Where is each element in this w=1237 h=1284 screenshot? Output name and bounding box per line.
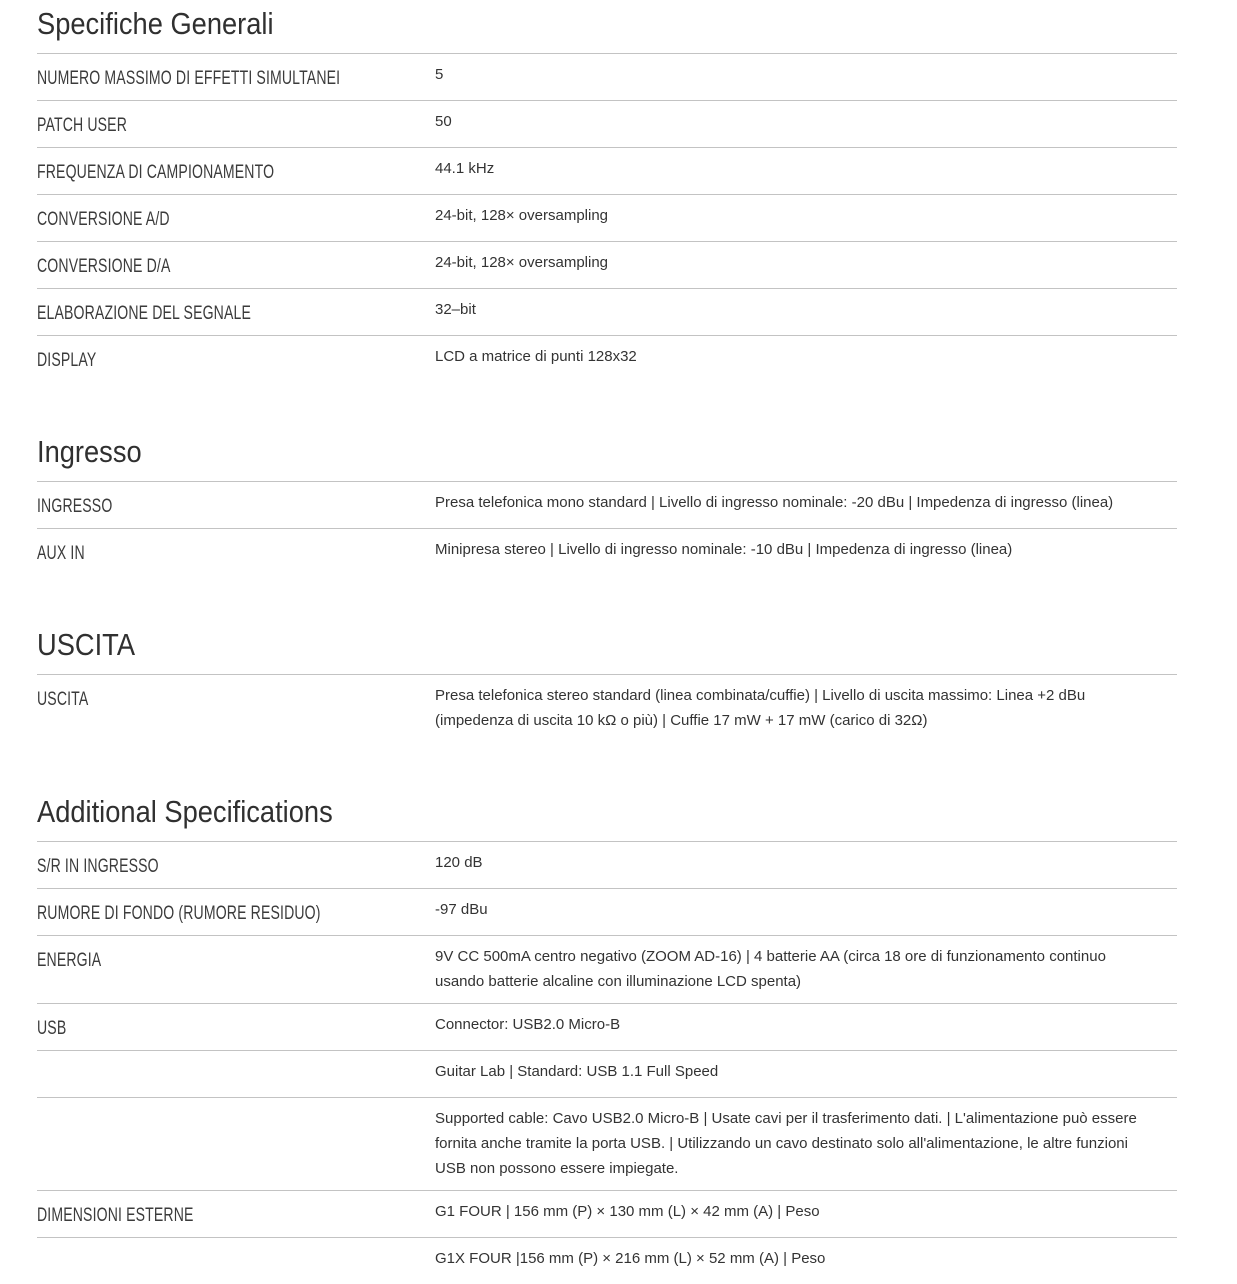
spec-value: 24-bit, 128× oversampling [435,207,609,224]
spec-label [37,156,435,185]
spec-row [37,841,1177,888]
spec-label-text: FREQUENZA DI CAMPIONAMENTO [37,162,275,183]
spec-rows [37,841,1177,1284]
spec-row [37,288,1177,335]
spec-row [37,194,1177,241]
spec-label-text: RUMORE DI FONDO (RUMORE RESIDUO) [37,903,321,924]
spec-value: 24-bit, 128× oversampling [435,254,609,271]
spec-label [37,344,435,373]
spec-page [37,0,1177,1284]
spec-section [37,625,1177,742]
spec-label [37,1246,435,1275]
spec-label-text: NUMERO MASSIMO DI EFFETTI SIMULTANEI [37,68,341,89]
spec-value: Connector: USB2.0 Micro-B [435,1016,621,1033]
spec-rows [37,53,1177,382]
spec-row [37,1097,1177,1190]
spec-label [37,1106,435,1135]
spec-label-text: INGRESSO [37,496,113,517]
spec-row [37,888,1177,935]
spec-value: 5 [435,66,444,83]
spec-label [37,850,435,879]
spec-value: G1X FOUR |156 mm (P) × 216 mm (L) × 52 mm (A) | Peso [435,1250,826,1267]
spec-row [37,674,1177,742]
spec-row [37,1050,1177,1097]
spec-row [37,1003,1177,1050]
section-title [37,625,1177,665]
spec-label-text: CONVERSIONE D/A [37,256,171,277]
spec-value: 32–bit [435,301,476,318]
spec-value: Guitar Lab | Standard: USB 1.1 Full Speed [435,1063,719,1080]
spec-value: Minipresa stereo | Livello di ingresso nominale: -10 dBu | Impedenza di ingresso (linea) [435,541,1013,558]
spec-label-text: AUX IN [37,543,85,564]
spec-label-text: USB [37,1018,67,1039]
spec-label [37,897,435,926]
spec-row [37,935,1177,1003]
spec-section [37,432,1177,575]
spec-label [37,537,435,566]
spec-row [37,147,1177,194]
spec-row [37,1190,1177,1237]
spec-row [37,241,1177,288]
spec-label [37,109,435,138]
spec-label [37,250,435,279]
spec-value: Presa telefonica mono standard | Livello di ingresso nominale: -20 dBu | Impedenza di ingresso (linea) [435,494,1114,511]
section-title-text: Additional Specifications [37,794,333,829]
spec-row [37,481,1177,528]
spec-value: LCD a matrice di punti 128x32 [435,348,637,365]
section-title-text: Specifiche Generali [37,6,274,41]
spec-value: Presa telefonica stereo standard (linea combinata/cuffie) | Livello di uscita massimo: Linea +2 dBu (impedenza di uscita 10 kΩ o più) | Cuffie 17 mW + 17 mW (carico di 32Ω) [435,687,1086,729]
spec-label [37,944,435,973]
spec-label [37,683,435,712]
spec-row [37,100,1177,147]
spec-label [37,1012,435,1041]
spec-label [37,203,435,232]
spec-label [37,62,435,91]
section-title-text: Ingresso [37,434,142,469]
spec-value: 44.1 kHz [435,160,495,177]
spec-section [37,4,1177,382]
spec-label-text: DIMENSIONI ESTERNE [37,1205,194,1226]
spec-value: G1 FOUR | 156 mm (P) × 130 mm (L) × 42 mm (A) | Peso [435,1203,820,1220]
spec-row [37,53,1177,100]
spec-label-text: PATCH USER [37,115,128,136]
spec-label [37,490,435,519]
spec-label-text: ELABORAZIONE DEL SEGNALE [37,303,252,324]
spec-row [37,528,1177,575]
section-title [37,4,1177,44]
spec-label-text: S/R IN INGRESSO [37,856,159,877]
section-title [37,432,1177,472]
spec-rows [37,481,1177,575]
spec-value: 120 dB [435,854,483,871]
section-title [37,792,1177,832]
spec-label-text: USCITA [37,689,89,710]
spec-label-text: ENERGIA [37,950,102,971]
spec-value: -97 dBu [435,901,488,918]
spec-section [37,792,1177,1284]
spec-value: Supported cable: Cavo USB2.0 Micro-B | Usate cavi per il trasferimento dati. | L'alimentazione può essere fornita anche tramite la porta USB. | Utilizzando un cavo destinato solo all'alimentazione, le altre funzioni USB non possono essere impiegate. [435,1110,1137,1177]
spec-label-text: DISPLAY [37,350,97,371]
spec-label [37,1059,435,1088]
section-title-text: USCITA [37,627,136,662]
spec-label [37,297,435,326]
spec-value: 9V CC 500mA centro negativo (ZOOM AD-16) | 4 batterie AA (circa 18 ore di funzionamento continuo usando batterie alcaline con illuminazione LCD spenta) [435,948,1106,990]
spec-row [37,335,1177,382]
spec-label-text: CONVERSIONE A/D [37,209,170,230]
spec-row [37,1237,1177,1284]
spec-value: 50 [435,113,452,130]
spec-rows [37,674,1177,742]
